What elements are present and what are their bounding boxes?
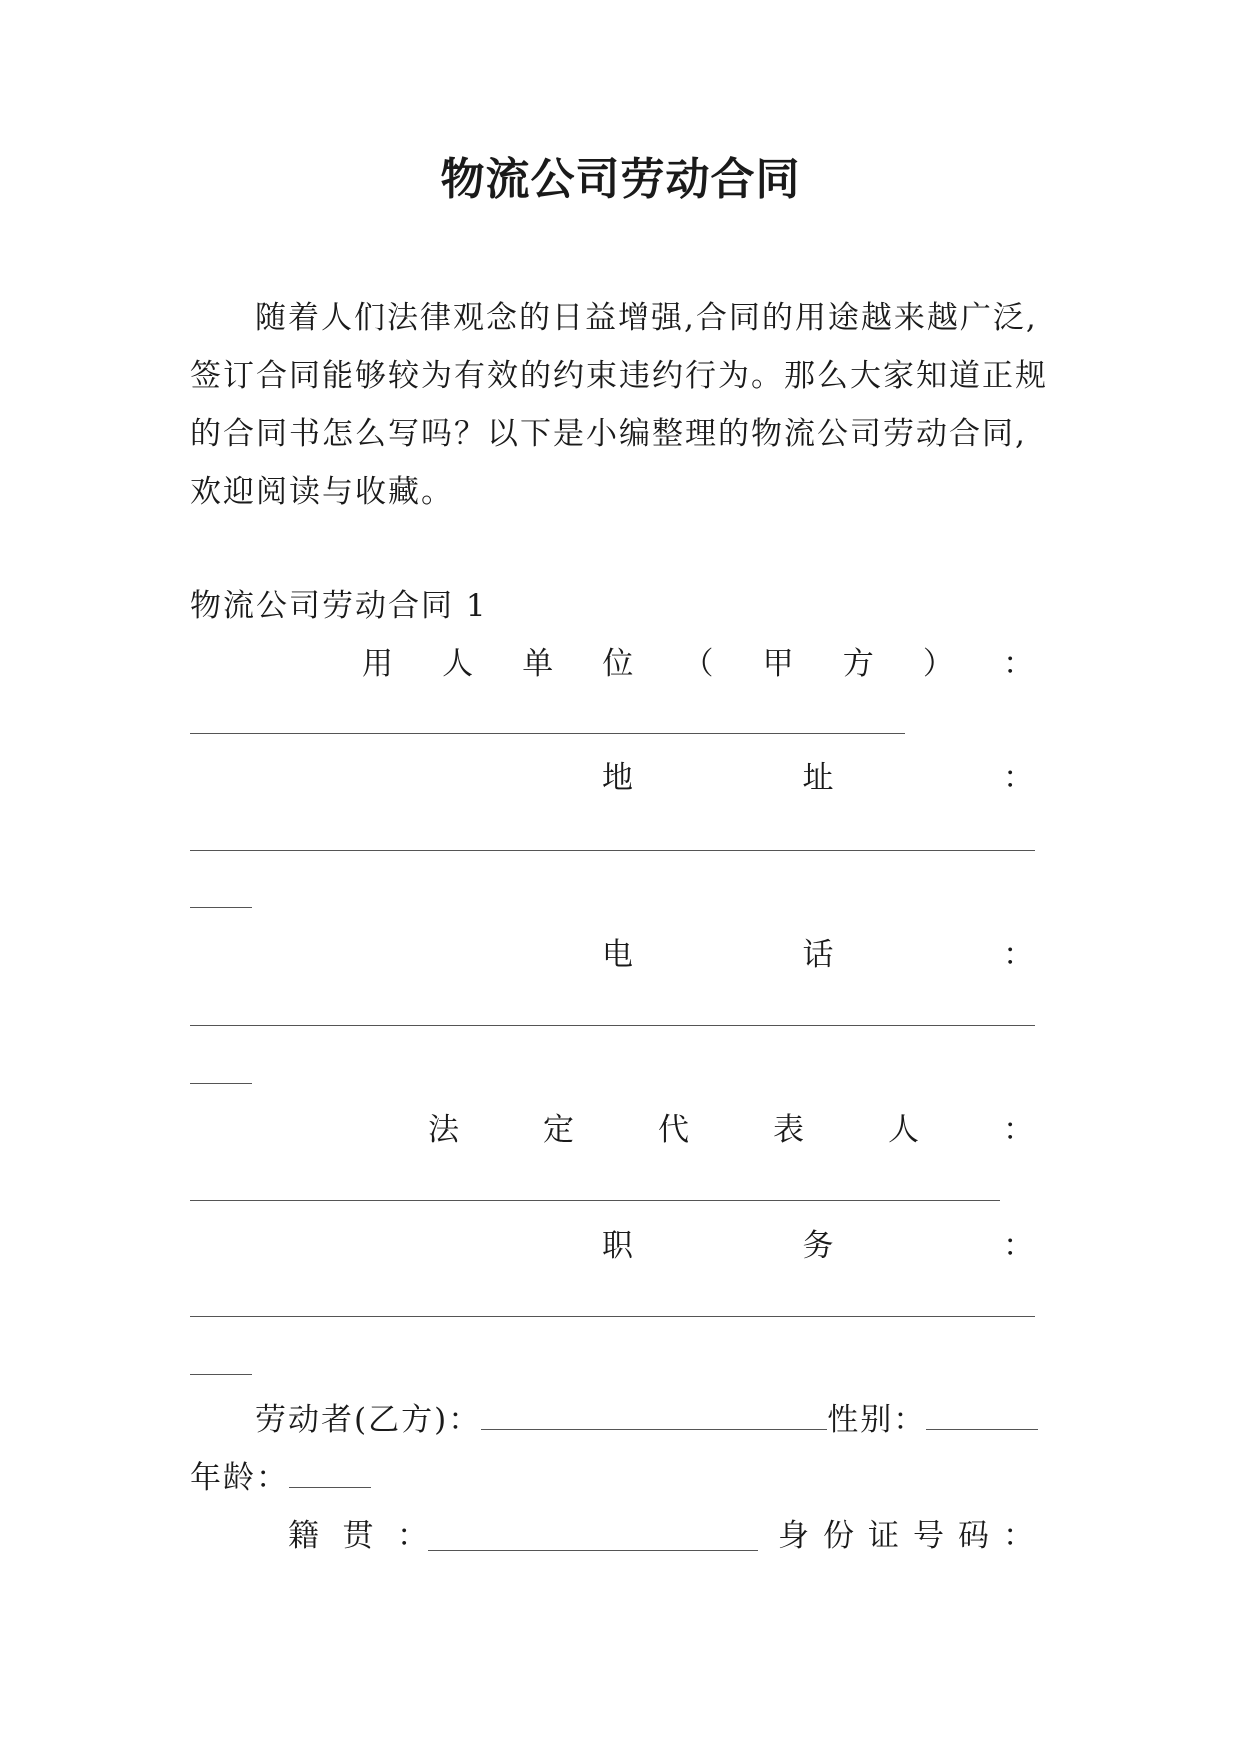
address-fill-line-cont[interactable] [190,907,252,908]
employer-fill-line[interactable] [190,733,905,734]
intro-line-4: 欢迎阅读与收藏。 [190,474,454,510]
worker-fill-line[interactable] [481,1401,827,1430]
phone-label: 电 话 ： [602,937,1034,973]
section-heading: 物流公司劳动合同 1 [190,588,488,624]
phone-fill-line[interactable] [190,1025,1035,1026]
intro-line-1: 随着人们法律观念的日益增强,合同的用途越来越广泛, [255,300,1038,336]
worker-label: 劳动者(乙方)： [255,1402,482,1438]
legal-rep-fill-line[interactable] [190,1200,1000,1201]
age-row [190,1458,371,1498]
worker-row [255,1400,1038,1440]
document-title: 物流公司劳动合同 [440,154,801,205]
address-label: 地 址 ： [602,760,1034,796]
legal-rep-label: 法 定 代 表 人 ： [428,1112,1034,1148]
position-label: 职 务 ： [602,1228,1034,1264]
age-fill-line[interactable] [289,1459,371,1488]
age-label: 年龄： [190,1460,289,1496]
intro-line-2: 签订合同能够较为有效的约束违约行为。那么大家知道正规 [190,358,1048,394]
address-fill-line[interactable] [190,850,1035,851]
phone-fill-line-cont[interactable] [190,1083,252,1084]
gender-label: 性别： [827,1402,927,1438]
position-fill-line[interactable] [190,1316,1035,1317]
intro-line-3: 的合同书怎么写吗？以下是小编整理的物流公司劳动合同, [190,416,1027,452]
position-fill-line-cont[interactable] [190,1374,252,1375]
origin-fill-line[interactable] [428,1550,758,1551]
origin-label: 籍 贯 ： [288,1518,428,1554]
gender-fill-line[interactable] [926,1401,1038,1430]
id-number-label: 身 份 证 号 码 ： [778,1518,1034,1554]
employer-label: 用 人 单 位 （ 甲 方 ） ： [362,646,1034,682]
